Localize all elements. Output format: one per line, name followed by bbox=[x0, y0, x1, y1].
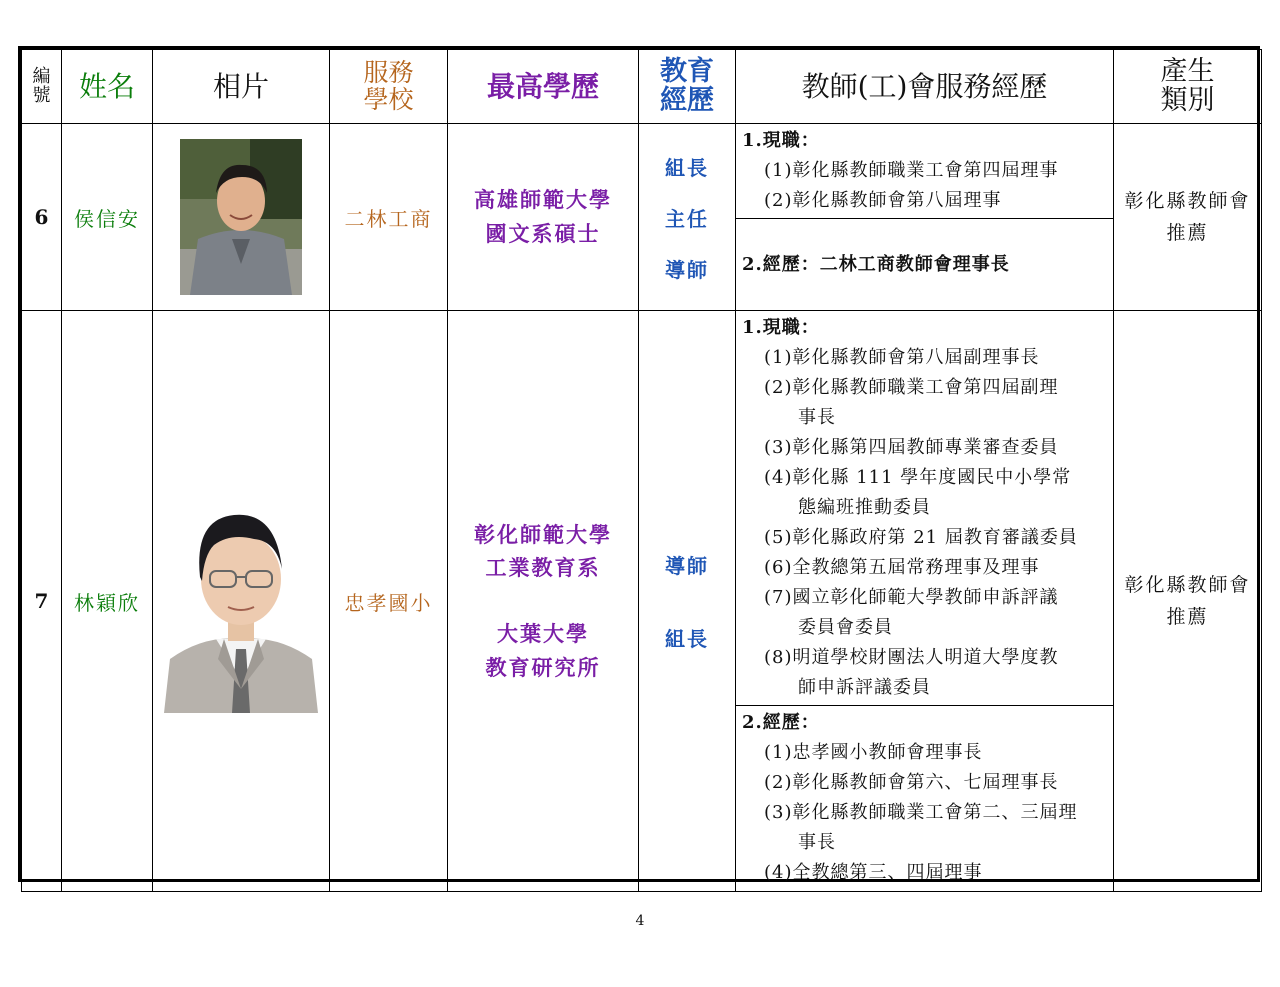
list-item-continuation: 事長 bbox=[798, 407, 836, 428]
header-education: 最高學歷 bbox=[448, 50, 639, 124]
teaching-role: 導師 bbox=[665, 554, 709, 578]
past-heading: 2.經歷： bbox=[742, 712, 820, 733]
list-item-text: (3)彰化縣教師職業工會第二、三屆理 bbox=[764, 802, 1078, 823]
teaching-role: 主任 bbox=[665, 206, 709, 231]
header-teaching-line2: 經歷 bbox=[660, 84, 714, 116]
teaching-role: 組長 bbox=[665, 155, 709, 180]
education-line: 高雄師範大學 bbox=[474, 187, 612, 213]
education-line: 大葉大學 bbox=[497, 621, 589, 646]
header-number bbox=[22, 50, 62, 124]
list-item-text: (8)明道學校財團法人明道大學度教 bbox=[764, 647, 1059, 668]
list-item-text: (4)全教總第三、四屆理事 bbox=[764, 862, 983, 883]
header-category bbox=[1114, 50, 1262, 124]
teaching-role: 導師 bbox=[665, 257, 709, 282]
list-item-text: (5)彰化縣政府第 21 屆教育審議委員 bbox=[764, 527, 1078, 548]
header-name: 姓名 bbox=[62, 50, 153, 124]
past-heading: 2.經歷：二林工商教師會理事長 bbox=[742, 253, 1010, 275]
candidate-education bbox=[448, 124, 639, 311]
candidate-education bbox=[448, 311, 639, 892]
current-heading: 1.現職： bbox=[742, 130, 820, 151]
list-item bbox=[742, 523, 1107, 553]
candidate-name: 侯信安 bbox=[62, 124, 153, 311]
candidate-teaching-roles bbox=[639, 124, 736, 311]
current-positions bbox=[736, 311, 1114, 706]
header-school bbox=[330, 50, 448, 124]
education-line: 工業教育系 bbox=[485, 555, 601, 581]
list-item bbox=[742, 738, 1107, 768]
list-item bbox=[742, 643, 1107, 703]
past-positions bbox=[736, 219, 1114, 311]
header-school-line1: 服務 bbox=[363, 58, 414, 88]
list-item-text: (3)彰化縣第四屆教師專業審查委員 bbox=[764, 437, 1059, 458]
candidate-photo-image bbox=[180, 139, 302, 295]
list-item-text: (4)彰化縣 111 學年度國民中小學常 bbox=[764, 467, 1072, 488]
header-union-experience: 教師(工)會服務經歷 bbox=[736, 50, 1114, 124]
list-item bbox=[742, 463, 1107, 523]
header-teaching-line1: 教育 bbox=[660, 56, 714, 88]
current-heading: 1.現職： bbox=[742, 317, 820, 338]
header-category-line2: 類別 bbox=[1160, 84, 1215, 116]
list-item-continuation: 委員會委員 bbox=[798, 617, 893, 638]
category-line: 推薦 bbox=[1166, 222, 1209, 244]
teaching-role: 組長 bbox=[665, 627, 709, 651]
list-item-continuation: 態編班推動委員 bbox=[798, 497, 931, 518]
list-item-text: (2)彰化縣教師會第六、七屆理事長 bbox=[764, 772, 1059, 793]
category-line: 彰化縣教師會 bbox=[1124, 189, 1251, 212]
category-line: 彰化縣教師會 bbox=[1124, 573, 1251, 596]
candidate-photo bbox=[153, 124, 330, 311]
page-number: 4 bbox=[635, 913, 645, 929]
candidate-name: 林穎欣 bbox=[62, 311, 153, 892]
header-category-line1: 產生 bbox=[1160, 56, 1215, 88]
list-item bbox=[742, 858, 1107, 888]
list-item-text: (1)忠孝國小教師會理事長 bbox=[764, 742, 983, 763]
education-line: 國文系碩士 bbox=[485, 221, 601, 246]
list-item bbox=[742, 343, 1107, 373]
header-photo: 相片 bbox=[153, 50, 330, 124]
header-teaching bbox=[639, 50, 736, 124]
list-item bbox=[742, 768, 1107, 798]
education-line: 彰化師範大學 bbox=[474, 521, 612, 547]
list-item bbox=[742, 798, 1107, 858]
list-item bbox=[742, 433, 1107, 463]
candidate-school: 忠孝國小 bbox=[330, 311, 448, 892]
list-item bbox=[742, 583, 1107, 643]
table-row bbox=[22, 311, 1262, 706]
list-item-continuation: 師申訴評議委員 bbox=[798, 677, 931, 698]
list-item-continuation: 事長 bbox=[798, 832, 836, 853]
list-item-text: (2)彰化縣教師職業工會第四屆副理 bbox=[764, 377, 1059, 398]
table-row bbox=[22, 124, 1262, 219]
list-item-text: (7)國立彰化師範大學教師申訴評議 bbox=[764, 587, 1059, 608]
list-item: (2)彰化縣教師會第八屆理事 bbox=[764, 190, 1002, 211]
list-item-text: (6)全教總第五屆常務理事及理事 bbox=[764, 557, 1040, 578]
candidate-table bbox=[21, 49, 1262, 892]
list-item-text: (1)彰化縣教師會第八屆副理事長 bbox=[764, 347, 1040, 368]
header-school-line2: 學校 bbox=[363, 84, 414, 114]
header-number-line1: 編 bbox=[32, 65, 51, 87]
category-line: 推薦 bbox=[1166, 606, 1209, 628]
list-item bbox=[742, 373, 1107, 433]
list-item bbox=[742, 553, 1107, 583]
candidate-number: 6 bbox=[22, 124, 62, 311]
past-positions bbox=[736, 706, 1114, 892]
candidate-school: 二林工商 bbox=[330, 124, 448, 311]
candidate-photo-image bbox=[164, 489, 318, 713]
candidate-number: 7 bbox=[22, 311, 62, 892]
candidate-teaching-roles bbox=[639, 311, 736, 892]
education-line: 教育研究所 bbox=[485, 654, 601, 680]
header-row bbox=[22, 50, 1262, 124]
current-positions bbox=[736, 124, 1114, 219]
candidate-category bbox=[1114, 124, 1262, 311]
list-item: (1)彰化縣教師職業工會第四屆理事 bbox=[764, 160, 1059, 181]
header-number-line2: 號 bbox=[32, 84, 51, 106]
candidate-photo bbox=[153, 311, 330, 892]
candidate-category bbox=[1114, 311, 1262, 892]
candidate-table-frame bbox=[18, 46, 1260, 882]
